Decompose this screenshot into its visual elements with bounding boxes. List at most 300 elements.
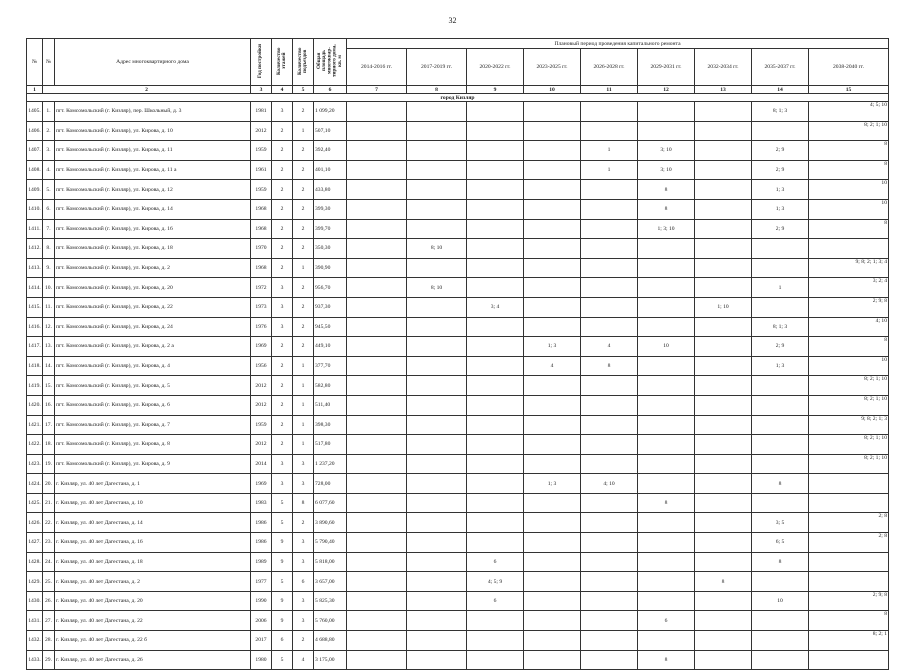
row-year: 1990 [251,591,272,611]
table-row [27,141,889,161]
row-entrances: 2 [293,219,314,239]
row-address: г. Кизляр, ул. 40 лет Дагестана, д. 1 [55,474,251,494]
row-period-cell [638,474,695,494]
row-address: пгт. Комсомольский (г. Кизляр), ул. Кирова, д. 24 [55,317,251,337]
row-entrances: 2 [293,297,314,317]
row-entrances: 2 [293,199,314,219]
row-period-cell [347,611,407,631]
row-period-cell: 4; 5; 9 [467,572,524,592]
row-period-cell [467,435,524,455]
table-row [27,278,889,298]
row-year: 1980 [251,650,272,670]
row-address: пгт. Комсомольский (г. Кизляр), ул. Кирова, д. 6 [55,395,251,415]
row-period-cell [467,199,524,219]
row-floors: 2 [272,395,293,415]
row-area: 956,70 [314,278,347,298]
row-period-cell: 1; 3 [524,474,581,494]
row-period-cell: 4; 10 [581,474,638,494]
row-period-cell [752,395,809,415]
row-period-cell [347,395,407,415]
row-period-cell: 9; 8; 2; 1; 3 [809,415,889,435]
row-period-cell [638,258,695,278]
row-period-cell [752,297,809,317]
row-period-cell [524,219,581,239]
row-floors: 2 [272,435,293,455]
row-global-number: 1410. [27,199,43,219]
row-year: 2017 [251,631,272,651]
row-period-cell [467,631,524,651]
row-period-cell [407,611,467,631]
row-address: пгт. Комсомольский (г. Кизляр), ул. Кирова, д. 16 [55,219,251,239]
row-entrances: 1 [293,376,314,396]
row-global-number: 1428. [27,552,43,572]
row-period-cell [347,297,407,317]
row-area: 390,90 [314,258,347,278]
row-floors: 3 [272,278,293,298]
row-period-cell [638,572,695,592]
row-period-cell [347,513,407,533]
row-period-cell [467,102,524,122]
row-period-cell [347,572,407,592]
row-period-cell [467,278,524,298]
row-period-cell: 8 [695,572,752,592]
row-period-cell: 4 [581,337,638,357]
row-period-cell [638,121,695,141]
row-period-cell: 2; 8 [809,533,889,553]
header-floors: Количество этажей [275,47,287,75]
row-period-cell [467,611,524,631]
row-period-cell [581,533,638,553]
row-period-cell [524,572,581,592]
row-area: 398,30 [314,415,347,435]
row-period-cell [467,219,524,239]
row-year: 1989 [251,552,272,572]
row-period-cell [524,415,581,435]
row-entrances: 3 [293,591,314,611]
row-address: г. Кизляр, ул. 40 лет Дагестана, д. 18 [55,552,251,572]
row-period-cell [581,317,638,337]
row-period-cell [581,454,638,474]
row-period-cell [809,474,889,494]
row-period-cell [347,337,407,357]
row-entrances: 3 [293,454,314,474]
row-period-cell [638,415,695,435]
row-period-cell [752,415,809,435]
row-period-cell [524,258,581,278]
row-entrances: 2 [293,278,314,298]
row-floors: 2 [272,121,293,141]
row-period-cell [407,199,467,219]
row-area: 5 818,00 [314,552,347,572]
row-period-cell [347,552,407,572]
row-period-cell [347,258,407,278]
row-global-number: 1411. [27,219,43,239]
row-period-cell: 8; 2; 1; 10 [809,376,889,396]
row-address: пгт. Комсомольский (г. Кизляр), ул. Кирова, д. 11 [55,141,251,161]
row-period-cell: 4; 5; 10 [809,102,889,122]
row-period-cell [695,121,752,141]
row-period-cell: 1; 3 [752,199,809,219]
row-period-cell [638,376,695,396]
table-row [27,317,889,337]
row-period-cell [638,552,695,572]
row-address: пгт. Комсомольский (г. Кизляр), ул. Кирова, д. 4 [55,356,251,376]
row-floors: 5 [272,650,293,670]
row-period-cell: 3; 10 [638,160,695,180]
row-entrances: 2 [293,102,314,122]
row-period-cell [467,650,524,670]
row-entrances: 3 [293,552,314,572]
row-entrances: 2 [293,141,314,161]
column-number: 3 [251,86,272,94]
row-year: 1959 [251,415,272,435]
row-global-number: 1409. [27,180,43,200]
row-period-cell [638,297,695,317]
row-area: 350,30 [314,239,347,259]
row-period-cell [407,337,467,357]
row-year: 1983 [251,493,272,513]
table-row [27,219,889,239]
row-period-cell [695,141,752,161]
row-period-cell [407,435,467,455]
row-address: пгт. Комсомольский (г. Кизляр), ул. Кирова, д. 12 [55,180,251,200]
row-period-cell: 8 [638,180,695,200]
row-period-cell [407,650,467,670]
row-period-cell [695,219,752,239]
row-period-cell: 3; 10 [638,141,695,161]
row-area: 5 825,30 [314,591,347,611]
row-period-cell [347,435,407,455]
row-period-cell [638,631,695,651]
row-period-cell [467,415,524,435]
row-year: 1969 [251,337,272,357]
table-row [27,337,889,357]
row-period-cell [695,493,752,513]
row-local-number: 4. [43,160,55,180]
column-number: 10 [524,86,581,94]
row-period-cell [407,141,467,161]
table-row [27,180,889,200]
row-period-cell: 6 [467,591,524,611]
row-period-cell [638,356,695,376]
row-period-cell [407,376,467,396]
row-local-number: 19. [43,454,55,474]
row-area: 937,30 [314,297,347,317]
row-global-number: 1414. [27,278,43,298]
row-period-cell: 8; 10 [407,239,467,259]
row-area: 3 657,00 [314,572,347,592]
row-period-cell: 3; 4 [467,297,524,317]
row-period-cell [695,356,752,376]
row-floors: 2 [272,180,293,200]
row-period-cell [638,533,695,553]
row-area: 4 688,80 [314,631,347,651]
row-period-cell [695,395,752,415]
row-period-cell [407,415,467,435]
row-global-number: 1431. [27,611,43,631]
row-floors: 6 [272,631,293,651]
row-period-cell [581,395,638,415]
row-local-number: 6. [43,199,55,219]
row-period-cell [407,474,467,494]
row-period-cell [752,572,809,592]
row-area: 1 099,20 [314,102,347,122]
row-year: 1969 [251,474,272,494]
row-entrances: 2 [293,317,314,337]
row-area: 517,80 [314,435,347,455]
row-period-cell: 4 [524,356,581,376]
row-period-cell: 8 [809,160,889,180]
row-period-cell: 10 [809,180,889,200]
row-period-cell [695,552,752,572]
row-address: пгт. Комсомольский (г. Кизляр), ул. Кирова, д. 2 а [55,337,251,357]
row-period-cell [347,454,407,474]
table-row [27,650,889,670]
row-floors: 3 [272,474,293,494]
row-year: 1959 [251,180,272,200]
table-row [27,493,889,513]
row-address: г. Кизляр, ул. 40 лет Дагестана, д. 26 [55,650,251,670]
row-period-cell [524,141,581,161]
row-floors: 2 [272,356,293,376]
row-period-cell: 8; 2; 1; 10 [809,454,889,474]
row-local-number: 16. [43,395,55,415]
row-period-cell: 1; 3 [752,180,809,200]
row-period-cell: 8; 2; 1; 10 [809,435,889,455]
column-number: 4 [272,86,293,94]
row-period-cell: 2; 8 [809,513,889,533]
row-period-cell [695,474,752,494]
row-period-cell [581,650,638,670]
header-no2: № [43,39,55,86]
table-row [27,121,889,141]
row-local-number: 11. [43,297,55,317]
header-no1: № [27,39,43,86]
row-period-cell: 8 [581,356,638,376]
column-number: 11 [581,86,638,94]
row-address: пгт. Комсомольский (г. Кизляр), ул. Кирова, д. 20 [55,278,251,298]
header-period-group: Плановый период проведения капитального ремонта [347,39,889,49]
row-area: 433,80 [314,180,347,200]
row-floors: 2 [272,239,293,259]
row-period-cell [467,337,524,357]
row-period-cell [524,199,581,219]
row-address: г. Кизляр, ул. 40 лет Дагестана, д. 22 [55,611,251,631]
row-floors: 3 [272,297,293,317]
row-global-number: 1413. [27,258,43,278]
row-period-cell: 2; 9 [752,337,809,357]
header-period: 2026-2028 гг. [581,49,638,86]
row-area: 3 890,60 [314,513,347,533]
row-area: 5 790,40 [314,533,347,553]
header-entrances-cell [293,39,314,86]
column-number: 5 [293,86,314,94]
row-entrances: 1 [293,435,314,455]
row-period-cell: 1 [752,278,809,298]
row-floors: 2 [272,415,293,435]
row-period-cell [581,513,638,533]
row-floors: 9 [272,611,293,631]
row-floors: 2 [272,219,293,239]
row-period-cell: 10 [752,591,809,611]
row-global-number: 1408. [27,160,43,180]
table-row [27,160,889,180]
row-global-number: 1424. [27,474,43,494]
row-period-cell: 8 [638,199,695,219]
row-year: 1976 [251,317,272,337]
row-period-cell [407,395,467,415]
row-year: 2006 [251,611,272,631]
row-global-number: 1426. [27,513,43,533]
row-entrances: 2 [293,337,314,357]
header-address: Адрес многоквартирного дома [55,39,251,86]
row-local-number: 1. [43,102,55,122]
row-entrances: 4 [293,650,314,670]
row-period-cell [467,493,524,513]
row-year: 1970 [251,239,272,259]
row-period-cell: 8; 2; 1 [809,631,889,651]
header-period: 2017-2019 гг. [407,49,467,86]
row-period-cell [581,199,638,219]
row-period-cell [752,239,809,259]
row-period-cell [638,395,695,415]
row-period-cell [581,631,638,651]
row-entrances: 1 [293,258,314,278]
row-global-number: 1416. [27,317,43,337]
row-period-cell: 3; 2; 4 [809,278,889,298]
row-local-number: 24. [43,552,55,572]
row-period-cell [638,317,695,337]
row-global-number: 1405. [27,102,43,122]
row-area: 449,10 [314,337,347,357]
row-period-cell [407,297,467,317]
row-entrances: 2 [293,631,314,651]
header-period: 2014-2016 гг. [347,49,407,86]
row-period-cell: 10 [638,337,695,357]
row-entrances: 1 [293,395,314,415]
row-period-cell [695,317,752,337]
row-area: 6 077,60 [314,493,347,513]
row-period-cell [752,121,809,141]
table-row [27,611,889,631]
row-local-number: 12. [43,317,55,337]
row-address: пгт. Комсомольский (г. Кизляр), ул. Кирова, д. 2 [55,258,251,278]
row-year: 1986 [251,533,272,553]
table-row [27,415,889,435]
row-period-cell [467,160,524,180]
table-row [27,297,889,317]
row-period-cell [524,454,581,474]
row-global-number: 1421. [27,415,43,435]
row-global-number: 1429. [27,572,43,592]
row-period-cell [695,454,752,474]
row-period-cell [467,239,524,259]
row-year: 2014 [251,454,272,474]
row-address: г. Кизляр, ул. 40 лет Дагестана, д. 2 [55,572,251,592]
group-title: город Кизляр [27,94,889,102]
row-period-cell [347,160,407,180]
row-period-cell [695,258,752,278]
row-period-cell: 8 [638,493,695,513]
row-period-cell [695,650,752,670]
row-floors: 5 [272,513,293,533]
table-row [27,454,889,474]
row-address: г. Кизляр, ул. 40 лет Дагестана, д. 22 б [55,631,251,651]
column-number: 13 [695,86,752,94]
row-floors: 3 [272,317,293,337]
row-period-cell: 8 [809,141,889,161]
row-area: 728,00 [314,474,347,494]
row-period-cell [407,552,467,572]
row-area: 3 175,00 [314,650,347,670]
row-period-cell [752,258,809,278]
row-period-cell [752,376,809,396]
row-entrances: 8 [293,493,314,513]
row-period-cell [347,376,407,396]
row-year: 1972 [251,278,272,298]
row-area: 507,10 [314,121,347,141]
row-global-number: 1423. [27,454,43,474]
row-period-cell [695,278,752,298]
column-number: 12 [638,86,695,94]
row-period-cell: 3; 5 [752,513,809,533]
row-period-cell [524,160,581,180]
row-local-number: 13. [43,337,55,357]
table-row [27,474,889,494]
row-period-cell: 2; 9 [752,219,809,239]
row-floors: 9 [272,591,293,611]
row-period-cell [752,650,809,670]
row-period-cell [467,376,524,396]
row-period-cell [407,180,467,200]
row-period-cell [407,591,467,611]
row-address: г. Кизляр, ул. 40 лет Дагестана, д. 14 [55,513,251,533]
row-period-cell [581,258,638,278]
row-period-cell [695,513,752,533]
row-period-cell [581,297,638,317]
table-row [27,435,889,455]
row-entrances: 3 [293,474,314,494]
row-period-cell [524,591,581,611]
row-period-cell: 10 [809,356,889,376]
row-period-cell [407,102,467,122]
row-entrances: 2 [293,160,314,180]
row-area: 399,70 [314,219,347,239]
table-row [27,552,889,572]
row-address: пгт. Комсомольский (г. Кизляр), ул. Кирова, д. 10 [55,121,251,141]
row-area: 511,40 [314,395,347,415]
row-period-cell [467,317,524,337]
row-local-number: 8. [43,239,55,259]
row-period-cell: 8 [752,474,809,494]
row-global-number: 1415. [27,297,43,317]
row-period-cell [347,121,407,141]
capital-repair-table [26,38,889,670]
header-period: 2020-2022 гг. [467,49,524,86]
row-year: 1956 [251,356,272,376]
row-period-cell [581,180,638,200]
row-period-cell [407,454,467,474]
row-period-cell: 10 [809,199,889,219]
row-year: 2012 [251,395,272,415]
row-period-cell [347,591,407,611]
table-row [27,513,889,533]
header-period: 2023-2025 гг. [524,49,581,86]
table-row [27,395,889,415]
row-address: г. Кизляр, ул. 40 лет Дагестана, д. 16 [55,533,251,553]
row-period-cell: 1 [581,141,638,161]
row-period-cell [524,180,581,200]
